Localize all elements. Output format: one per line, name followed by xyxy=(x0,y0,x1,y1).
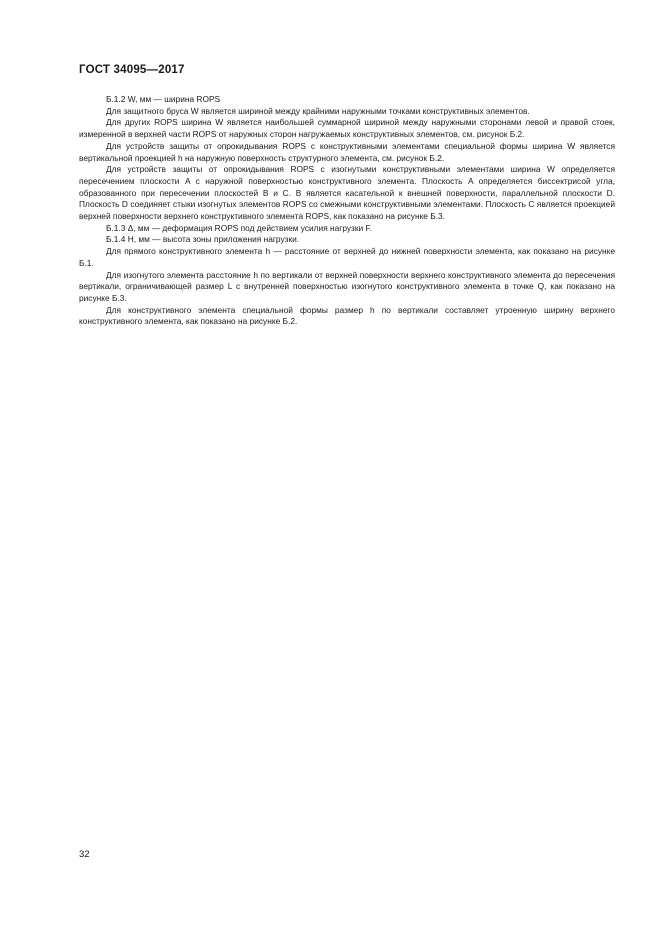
paragraph: Для изогнутого элемента расстояние h по вертикали от верхней поверхности верхнего конструктивного элемента до пересечения вертикали, ограничивающей размер L с внутренней поверхностью изогнутого конструктивного элемента в точке Q, как показано на рисунке Б.3. xyxy=(79,269,615,303)
paragraph: Для защитного бруса W является шириной между крайними наружными точками конструктивных элементов. xyxy=(106,105,530,116)
paragraph: Для устройств защиты от опрокидывания ROPS с конструктивными элементами специальной формы ширина W является вертикальной проекцией h на наружную поверхность структурного элемента, см. рисунок Б.2. xyxy=(79,140,615,163)
clause-b-1-2: Б.1.2 W, мм — ширина ROPS xyxy=(106,94,221,104)
paragraph: Для других ROPS ширина W является наибольшей суммарной шириной между наружными сторонами левой и правой стоек, измеренной в верхней части ROPS от наружных сторон нагружаемых конструктивных элементов, см. рисунок Б.2. xyxy=(79,117,615,140)
clause-b-1-4: Б.1.4 H, мм — высота зоны приложения нагрузки. xyxy=(106,234,300,245)
paragraph: Для устройств защиты от опрокидывания ROPS с изогнутыми конструктивными элементами ширина W определяется пересечением плоскости A с наружной поверхностью конструктивного элемента. Плоскость A определяется биссектрисой угла, образованного при пересечении плоскостей B и C. B является касательной к внешней поверхности, параллельной плоскости D. Плоскость D соединяет стыки изогнутых элементов ROPS со смежными конструктивными элементами. Плоскость C является проекцией верхней поверхности верхнего конструктивного элемента ROPS, как показано на рисунке Б.3. xyxy=(79,164,615,222)
page-number: 32 xyxy=(79,849,90,860)
paragraph: Для прямого конструктивного элемента h — расстояние от верхней до нижней поверхности элемента, как показано на рисунке Б.1. xyxy=(79,246,615,268)
document-body xyxy=(79,94,615,328)
paragraph: Для конструктивного элемента специальной формы размер h по вертикали составляет утроенную ширину верхнего конструктивного элемента, как показано на рисунке Б.2. xyxy=(79,304,615,327)
page-header-title: ГОСТ 34095—2017 xyxy=(79,64,185,76)
clause-b-1-3: Б.1.3 Δ, мм — деформация ROPS под действием усилия нагрузки F. xyxy=(106,222,372,233)
